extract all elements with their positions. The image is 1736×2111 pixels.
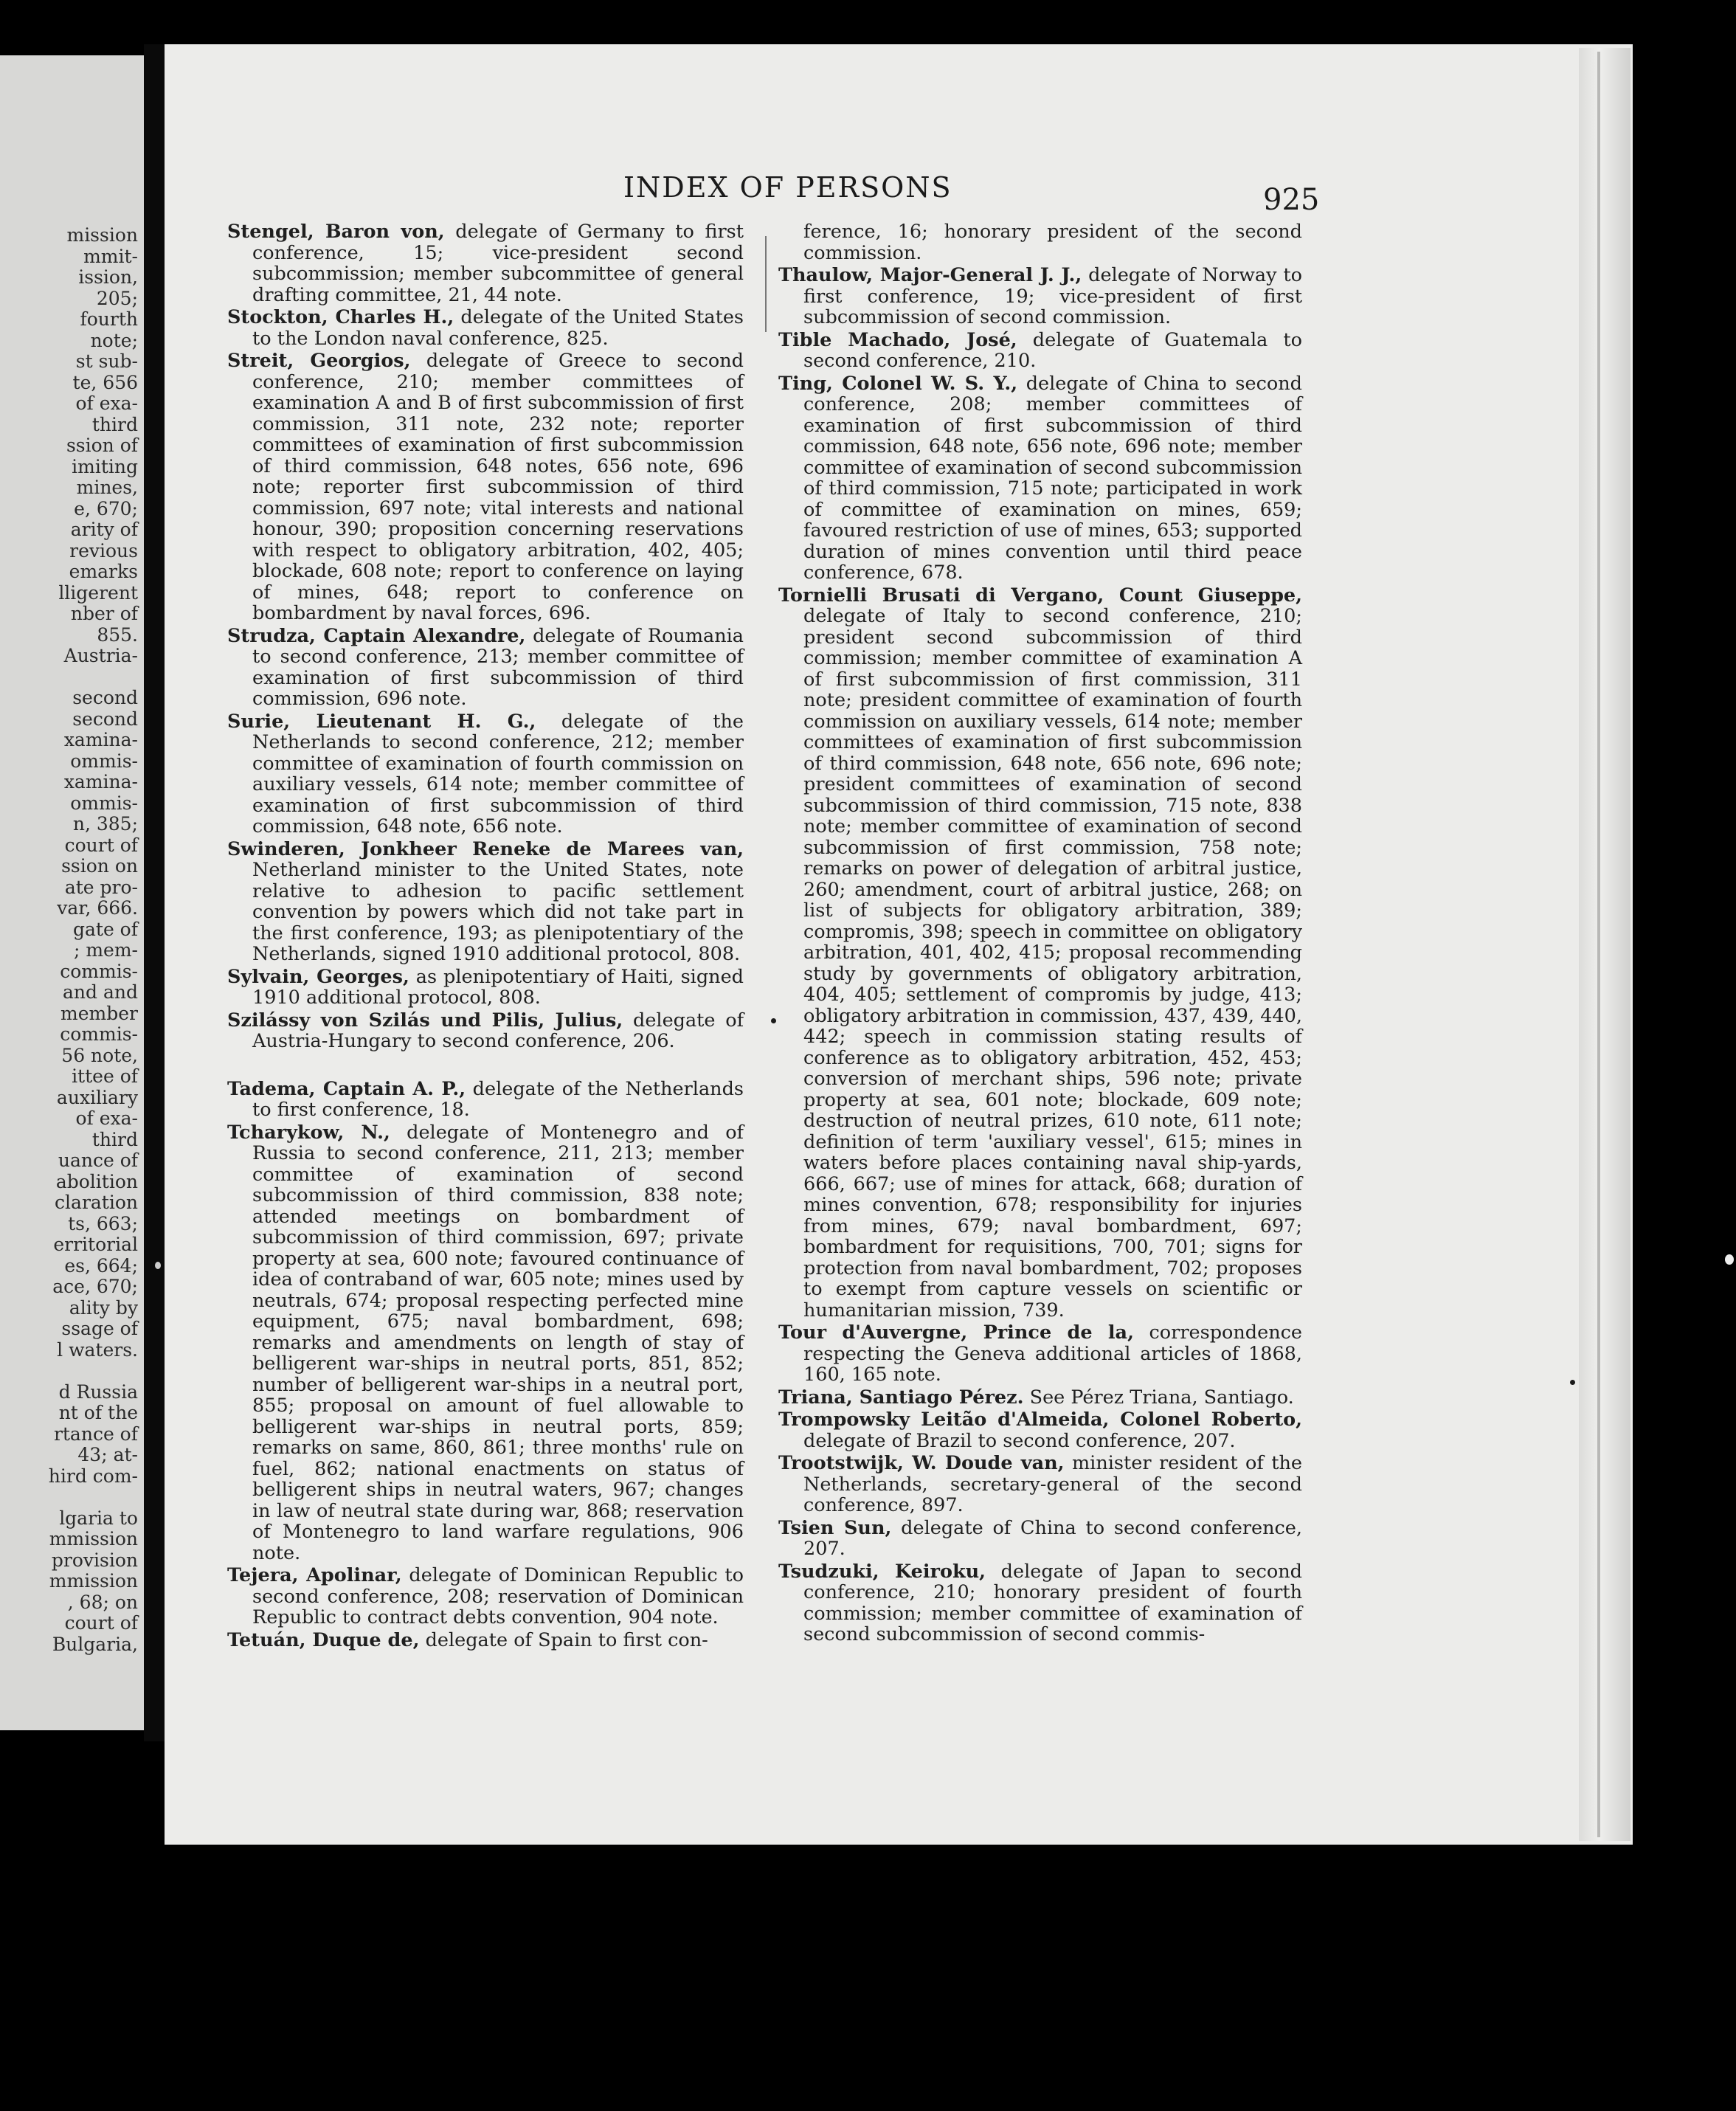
facing-page-text: provision — [51, 1549, 138, 1571]
facing-page-text: xamina- — [63, 729, 138, 750]
index-entry — [227, 967, 744, 1009]
index-entry — [778, 585, 1302, 1321]
entry-name: Trootstwijk, W. Doude van, — [778, 1452, 1065, 1474]
entry-name: Swinderen, Jonkheer Reneke de Marees van, — [227, 837, 744, 860]
index-column-left — [227, 221, 744, 1741]
facing-page-text: Austria- — [63, 645, 138, 666]
margin-speck — [1725, 1254, 1734, 1265]
entry-text: delegate of the United States to the London naval conference, 825. — [252, 306, 744, 350]
entry-text: delegate of Brazil to second conference, 207. — [803, 1429, 1236, 1452]
facing-page-text: var, 666. — [57, 897, 138, 919]
facing-page-text: hird com- — [48, 1465, 138, 1487]
facing-page-text: mmit- — [83, 245, 138, 267]
facing-page-text: court of — [64, 834, 138, 856]
facing-page-text: member — [60, 1002, 138, 1024]
facing-page-text: e, 670; — [74, 497, 138, 519]
margin-speck — [1570, 1380, 1575, 1385]
index-entry — [227, 626, 744, 710]
entry-name: Triana, Santiago Pérez. — [778, 1386, 1024, 1409]
facing-page-text: commis- — [60, 1023, 138, 1045]
entry-text: delegate of Austria-Hungary to second conference, 206. — [252, 1009, 744, 1052]
column-rule — [765, 236, 767, 332]
page-edge-line — [1597, 52, 1600, 1837]
facing-page-text: 56 note, — [61, 1044, 138, 1066]
facing-page-text: court of — [64, 1612, 138, 1634]
facing-page-text: auxiliary — [56, 1086, 138, 1108]
facing-page-text: commis- — [60, 960, 138, 982]
facing-page-text: ittee of — [72, 1065, 138, 1087]
entry-name: Tsien Sun, — [778, 1516, 892, 1539]
index-entry — [227, 711, 744, 837]
facing-page-text: erritorial — [53, 1234, 138, 1255]
facing-page-text: ommis- — [70, 792, 138, 814]
facing-page-text: ality by — [69, 1296, 138, 1319]
entry-text: ference, 16; honorary president of the second commission. — [803, 221, 1302, 264]
facing-page-text: ssage of — [61, 1318, 138, 1339]
facing-page-text: mmission — [49, 1570, 138, 1592]
entry-name: Tcharykow, N., — [227, 1121, 390, 1144]
index-entry — [227, 350, 744, 624]
entry-text: as plenipotentiary of Haiti, signed 1910 additional protocol, 808. — [252, 965, 744, 1009]
facing-page-text: d Russia — [58, 1381, 138, 1403]
facing-page-text: third — [91, 1128, 138, 1150]
index-entry — [227, 1122, 744, 1564]
facing-page-text: ission, — [78, 266, 138, 288]
facing-page-text: 43; at- — [77, 1444, 138, 1465]
facing-page-text: st sub- — [75, 350, 138, 372]
entry-text: delegate of Roumania to second conference, 213; member committee of examination of first subcommission of third commission, 696 note. — [252, 624, 744, 710]
facing-page-text: mission — [66, 224, 138, 246]
facing-page-text: ate pro- — [64, 876, 138, 898]
entry-text: correspondence respecting the Geneva additional articles of 1868, 160, 165 note. — [803, 1321, 1302, 1386]
entry-name: Thaulow, Major-General J. J., — [778, 264, 1082, 286]
index-entry — [778, 221, 1302, 263]
index-column-right — [778, 221, 1302, 1647]
section-break — [227, 1054, 744, 1079]
facing-page-text: note; — [90, 329, 138, 351]
entry-text: delegate of Dominican Republic to second conference, 208; reservation of Dominican Republic to contract debts convention, 904 note. — [252, 1564, 744, 1628]
entry-name: Trompowsky Leitão d'Almeida, Colonel Roberto, — [778, 1409, 1302, 1431]
facing-page-text: nber of — [70, 603, 138, 624]
facing-page-text: 205; — [96, 287, 138, 309]
running-header: INDEX OF PERSONS — [623, 171, 952, 204]
facing-page-text: gate of — [72, 918, 138, 940]
facing-page-text: revious — [69, 539, 138, 562]
entry-name: Stockton, Charles H., — [227, 306, 454, 328]
entry-name: Surie, Lieutenant H. G., — [227, 710, 536, 733]
facing-page-text: of exa- — [75, 393, 138, 414]
index-entry — [778, 1561, 1302, 1645]
entry-name: Tetuán, Duque de, — [227, 1628, 420, 1651]
entry-text: delegate of Norway to first conference, 19; vice-president of first subcommission of second commission. — [803, 264, 1302, 328]
facing-page-text: ace, 670; — [52, 1276, 138, 1297]
facing-page-text: second — [72, 708, 138, 730]
facing-page-text: claration — [55, 1192, 138, 1213]
margin-speck — [155, 1262, 161, 1269]
facing-page-text: mines, — [76, 477, 138, 498]
index-entry — [227, 1565, 744, 1628]
index-entry — [227, 839, 744, 965]
facing-page-text: lligerent — [58, 581, 138, 604]
index-entry — [227, 1079, 744, 1121]
entry-name: Streit, Georgios, — [227, 350, 411, 372]
facing-page-text: ssion on — [61, 855, 138, 877]
index-entry — [778, 265, 1302, 328]
entry-text: delegate of Montenegro and of Russia to second conference, 211, 213; member committee of examination of second subcommission of third commission, 838 note; attended meetings on bombardment of subcommission of third commission, 697; private property at sea, 600 note; favoured continuance of idea of contraband of war, 605 note; mines used by neutrals, 674; proposal respecting perfected mine equipment, 675; naval bombardment, 698; remarks and amendments on length of stay of belligerent war-ships in neutral ports, 851, 852; number of belligerent war-ships in a neutral port, 855; proposal on amount of fuel allowable to belligerent war-ships in neutral ports, 859; remarks on same, 860, 861; three months' rule on fuel, 862; national enactments on status of belligerent ships in neutral waters, 967; changes in law of neutral state during war, 868; reservation of Montenegro to land warfare regulations, 906 note. — [252, 1121, 744, 1564]
index-entry — [227, 1010, 744, 1052]
entry-name: Tornielli Brusati di Vergano, Count Giuseppe, — [778, 584, 1302, 607]
entry-text: delegate of Guatemala to second conference, 210. — [803, 328, 1303, 372]
entry-text: delegate of China to second conference, 207. — [803, 1516, 1302, 1560]
page-edge — [1579, 48, 1630, 1841]
facing-page-text: mmission — [49, 1528, 138, 1549]
index-entry — [778, 1409, 1302, 1451]
index-entry — [778, 1518, 1302, 1560]
facing-page-text: second — [72, 687, 138, 708]
facing-page-text: ts, 663; — [68, 1212, 138, 1234]
facing-page-text: and and — [63, 981, 138, 1003]
entry-name: Tsudzuki, Keiroku, — [778, 1560, 986, 1583]
facing-page-text: n, 385; — [72, 813, 138, 835]
index-entry — [778, 330, 1302, 372]
entry-name: Tejera, Apolinar, — [227, 1564, 402, 1586]
facing-page-fragment — [0, 55, 144, 1730]
facing-page-text: Bulgaria, — [52, 1633, 138, 1655]
facing-page-text: nt of the — [58, 1402, 138, 1423]
entry-text: delegate of Spain to first con- — [425, 1628, 708, 1651]
index-entry — [227, 1630, 744, 1651]
entry-name: Ting, Colonel W. S. Y., — [778, 372, 1018, 395]
facing-page-text: , 68; on — [67, 1591, 138, 1613]
entry-text: minister resident of the Netherlands, secretary-general of the second conference, 897. — [803, 1452, 1303, 1516]
entry-name: Tible Machado, José, — [778, 328, 1017, 351]
entry-name: Stengel, Baron von, — [227, 221, 445, 243]
entry-text: delegate of the Netherlands to second conference, 212; member committee of examination of fourth commission on auxiliary vessels, 614 note; member committee of examination of first subcommission of third commission, 648 note, 656 note. — [252, 710, 744, 837]
facing-page-text: third — [91, 413, 138, 435]
margin-speck — [771, 1018, 776, 1023]
entry-name: Tour d'Auvergne, Prince de la, — [778, 1321, 1134, 1344]
index-entry — [227, 307, 744, 349]
index-entry — [778, 1322, 1302, 1386]
entry-text: delegate of China to second conference, 208; member committees of examination of first subcommission of third commission, 648 note, 656 note, 696 note; member committee of examination of second subcommission of third commission, 715 note; participated in work of committee of examination on mines, 659; favoured restriction of use of mines, 653; supported duration of mines convention until third peace conference, 678. — [803, 372, 1302, 584]
facing-page-text: lgaria to — [59, 1507, 138, 1529]
index-entry — [778, 1453, 1302, 1516]
entry-name: Strudza, Captain Alexandre, — [227, 624, 526, 647]
entry-name: Sylvain, Georges, — [227, 965, 409, 988]
entry-text: delegate of Italy to second conference, 210; president second subcommission of third commission; member committee of examination A of first subcommission of first commission, 311 note; president committee of examination of fourth commission on auxiliary vessels, 614 note; member committees of examination of first subcommission of third commission, 648 note, 656 note, 696 note; president committees of examination of second subcommission of third commission, 715 note, 838 note; member committee of examination of second subcommission of first commission, 758 note; remarks on power of delegation of arbitral justice, 260; amendment, court of arbitral justice, 268; on list of subjects for obligatory arbitration, 389; compromis, 398; speech in committee on obligatory arbitration, 401, 402, 415; proposal recommending study by governments of obligatory arbitration, 404, 405; settlement of compromis by judge, 413; obligatory arbitration in commission, 437, 439, 440, 442; speech in commission stating results of conference as to obligatory arbitration, 452, 453; conversion of merchant ships, 596 note; private property at sea, 601 note; blockade, 609 note; destruction of neutral prizes, 610 note, 611 note; definition of term 'auxiliary vessel', 615; mines in waters before places containing naval ship-yards, 666, 667; use of mines for attack, 668; duration of mines convention, 678; responsibility for injuries from mines, 679; naval bombardment, 697; bombardment for requisitions, 700, 701; signs for protection from naval bombardment, 702; proposes to exempt from capture vessels on scientific or humanitarian mission, 739. — [803, 605, 1302, 1321]
facing-page-text: arity of — [70, 519, 138, 540]
index-entry — [227, 221, 744, 305]
entry-text: delegate of Greece to second conference, 210; member committees of examination A and B of first subcommission of first commission, 311 note, 232 note; reporter committees of examination of first subcommission of third commission, 648 notes, 656 note, 696 note; reporter first subcommission of third commission, 697 note; vital interests and national honour, 390; proposition concerning reservations with respect to obligatory arbitration, 402, 405; blockade, 608 note; report to conference on laying of mines, 648; report to conference on bombardment by naval forces, 696. — [252, 350, 744, 624]
facing-page-text: es, 664; — [64, 1254, 138, 1276]
entry-text: Netherland minister to the United States, note relative to adhesion to pacific settlement convention by powers which did not take part in the first conference, 193; as plenipotentiary of the Netherlands, signed 1910 additional protocol, 808. — [252, 859, 744, 965]
entry-text: delegate of Germany to first conference, 15; vice-president second subcommission; member subcommittee of general drafting committee, 21, 44 note. — [252, 221, 744, 306]
page-number: 925 — [1263, 183, 1320, 217]
facing-page-text: uance of — [58, 1150, 138, 1171]
facing-page-text: abolition — [55, 1170, 138, 1192]
facing-page-text: ssion of — [66, 435, 138, 456]
facing-page-text: 855. — [97, 623, 138, 646]
facing-page-text: ; mem- — [73, 939, 138, 961]
index-entry — [778, 373, 1302, 584]
facing-page-text: emarks — [69, 561, 138, 582]
entry-text: See Pérez Triana, Santiago. — [1029, 1386, 1294, 1409]
book-gutter — [144, 44, 166, 1741]
entry-text: delegate of the Netherlands to first conference, 18. — [252, 1077, 744, 1121]
entry-name: Tadema, Captain A. P., — [227, 1077, 466, 1100]
facing-page-text: of exa- — [75, 1108, 138, 1129]
facing-page-text: rtance of — [53, 1423, 138, 1445]
facing-page-text: l waters. — [57, 1338, 138, 1361]
facing-page-text: xamina- — [63, 771, 138, 792]
facing-page-text: fourth — [80, 308, 138, 330]
index-entry — [778, 1387, 1302, 1409]
facing-page-text: ommis- — [70, 750, 138, 772]
facing-page-text: imiting — [72, 455, 138, 477]
facing-page-text: te, 656 — [72, 371, 138, 393]
entry-name: Szilássy von Szilás und Pilis, Julius, — [227, 1009, 623, 1032]
entry-text: delegate of Japan to second conference, 210; honorary president of fourth commission; member committee of examination of second subcommission of second commis- — [803, 1560, 1302, 1645]
